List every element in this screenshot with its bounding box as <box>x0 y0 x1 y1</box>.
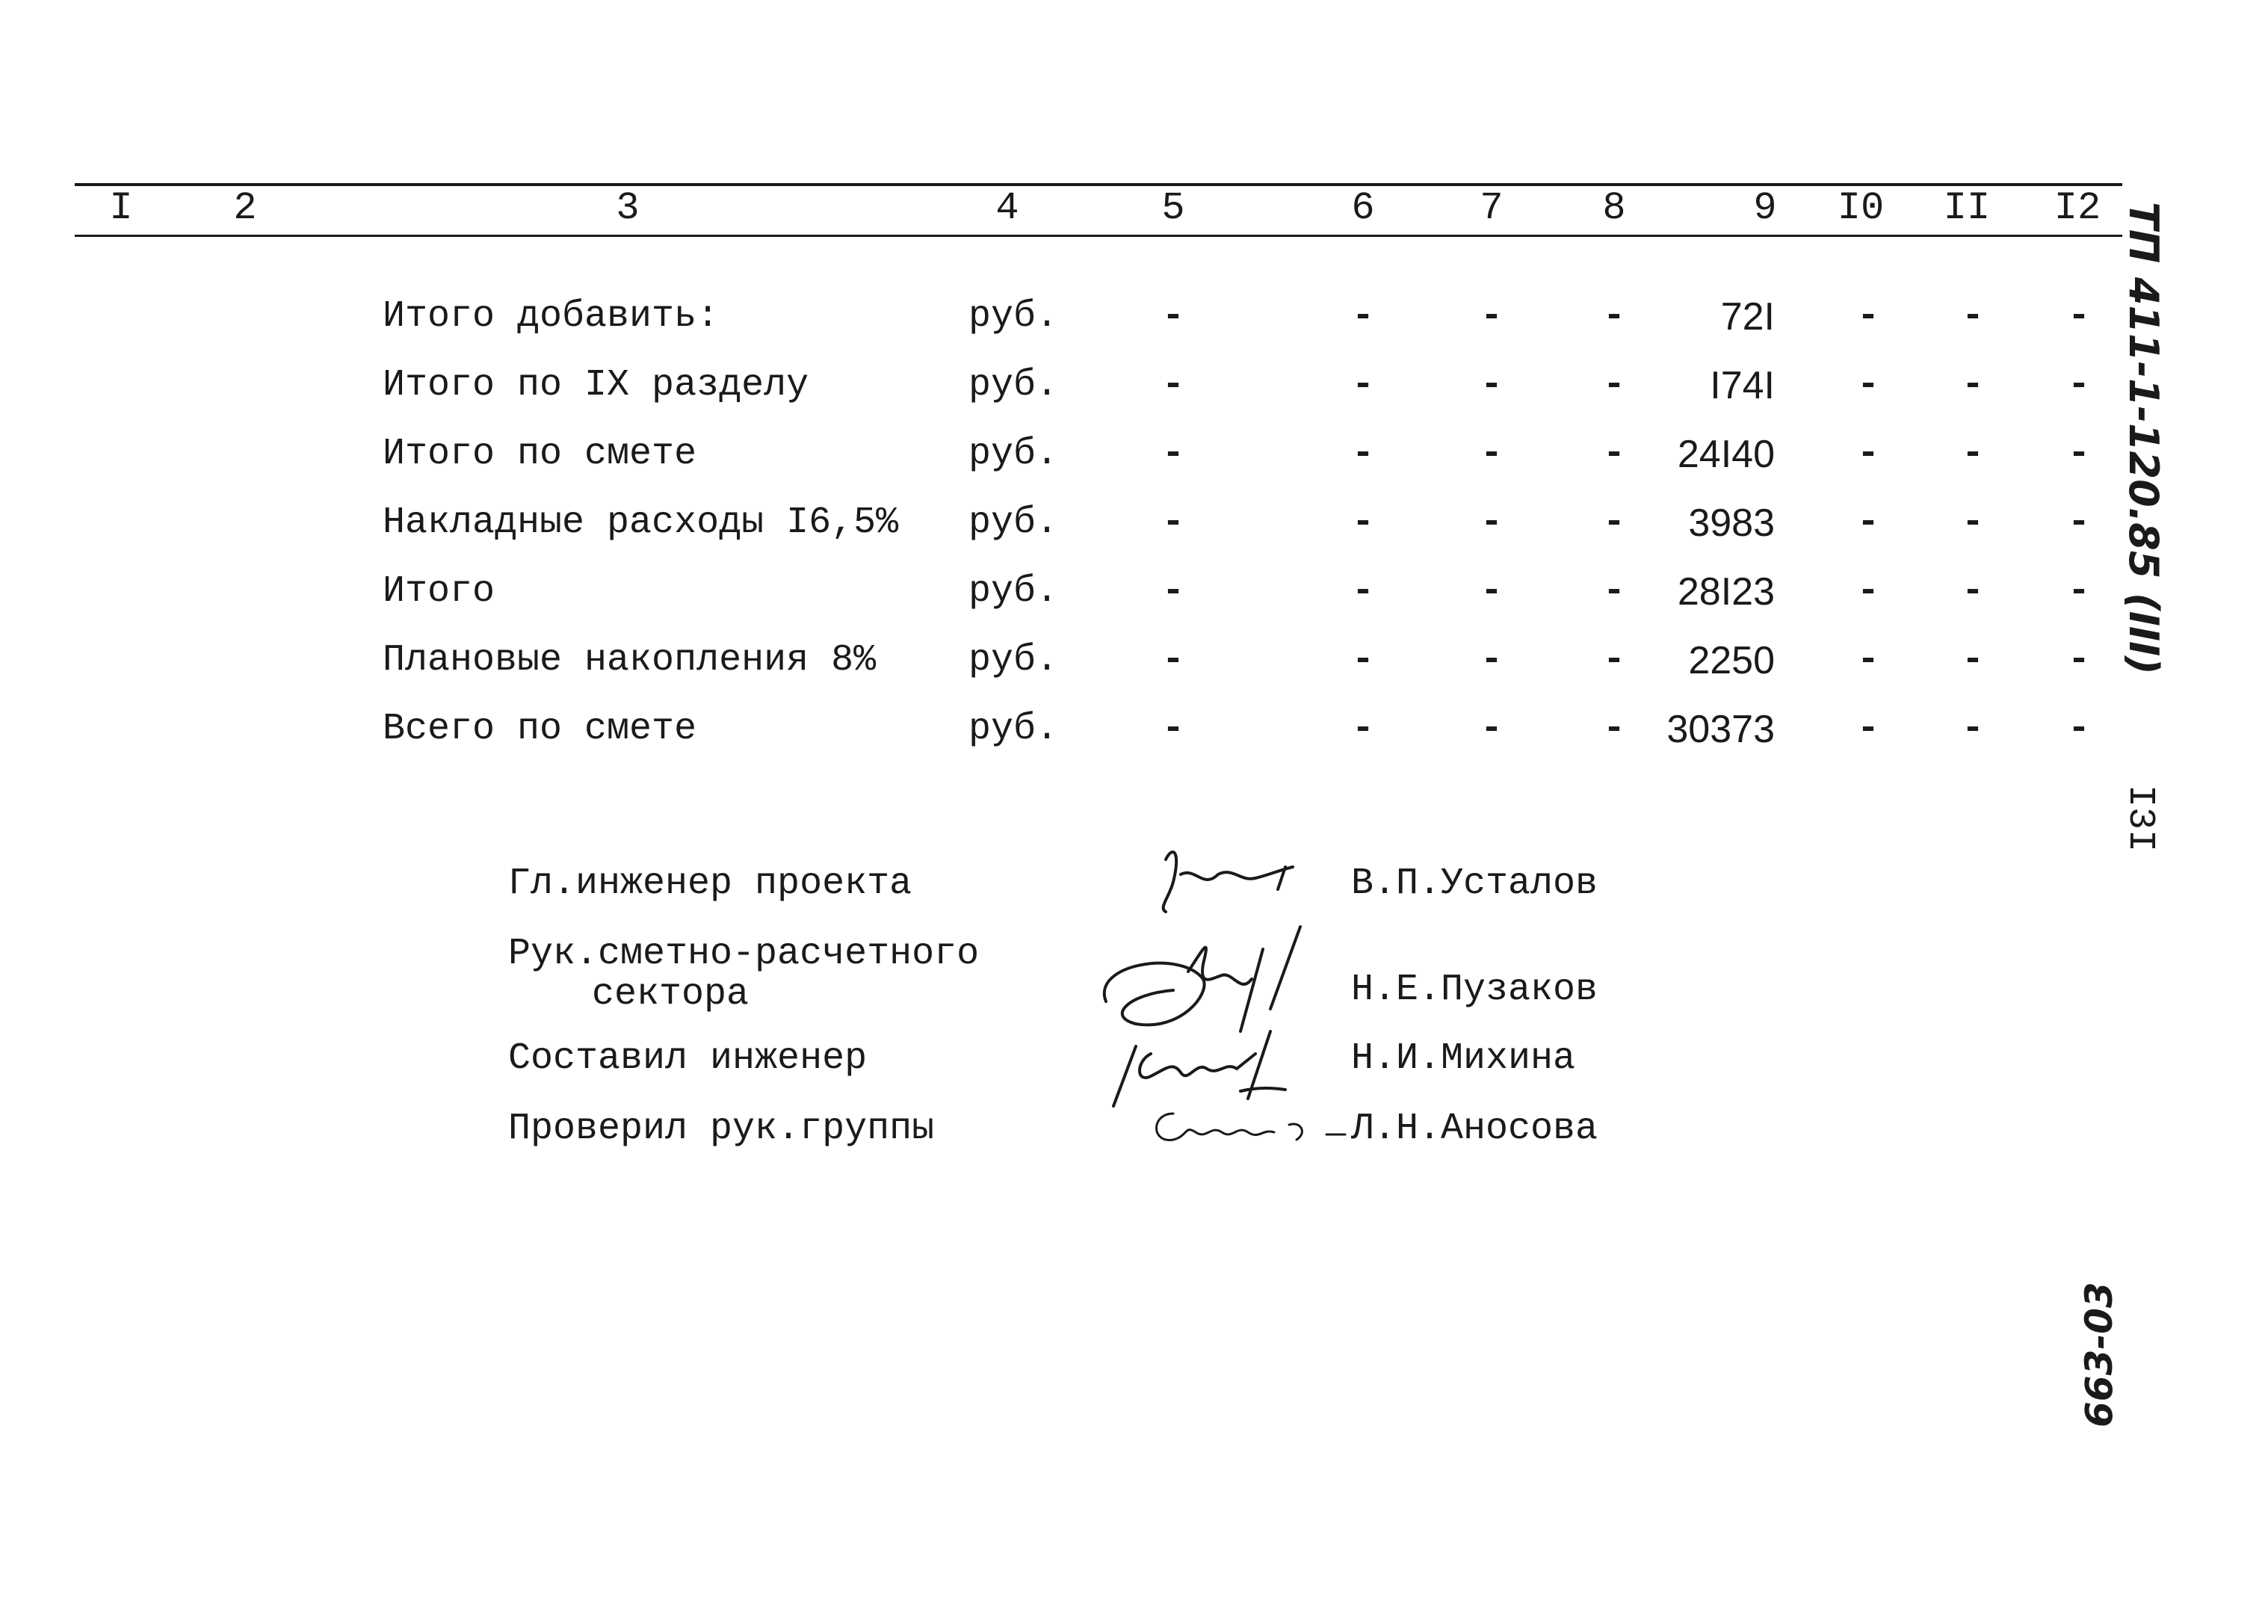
table-row <box>0 282 2268 351</box>
row-unit: руб. <box>968 364 1059 407</box>
row-label: Накладные расходы I6,5% <box>383 501 899 544</box>
row-unit: руб. <box>968 433 1059 475</box>
row-col-8: - <box>1602 639 1626 682</box>
column-header-10: I0 <box>1837 186 1885 230</box>
signature-anosova <box>1143 1099 1353 1158</box>
row-value: I74I <box>1710 364 1775 407</box>
column-header-6: 6 <box>1351 186 1375 230</box>
table-row <box>0 420 2268 489</box>
column-header-row <box>0 185 2268 235</box>
row-col-6: - <box>1351 570 1375 613</box>
row-col-12: - <box>2067 708 2091 750</box>
row-col-5: - <box>1161 501 1185 544</box>
row-col-10: - <box>1856 570 1880 613</box>
row-col-11: - <box>1961 501 1985 544</box>
row-col-8: - <box>1602 501 1626 544</box>
row-col-10: - <box>1856 501 1880 544</box>
row-value: 3983 <box>1688 501 1775 545</box>
row-col-8: - <box>1602 364 1626 407</box>
row-col-12: - <box>2067 639 2091 682</box>
signer-name: Н.Е.Пузаков <box>1351 969 1598 1011</box>
table-row <box>0 558 2268 626</box>
row-unit: руб. <box>968 639 1059 682</box>
row-col-8: - <box>1602 433 1626 475</box>
table-header-rule <box>75 235 2122 237</box>
signer-title-line2: сектора <box>592 973 750 1016</box>
row-label: Плановые накопления 8% <box>383 639 877 682</box>
row-col-12: - <box>2067 364 2091 407</box>
row-col-8: - <box>1602 570 1626 613</box>
row-col-6: - <box>1351 364 1375 407</box>
row-col-5: - <box>1161 639 1185 682</box>
row-value: 28I23 <box>1677 570 1775 614</box>
page-number: I3I <box>2119 785 2161 853</box>
row-col-11: - <box>1961 364 1985 407</box>
row-col-7: - <box>1480 639 1504 682</box>
table-row <box>0 351 2268 420</box>
table-row <box>0 626 2268 695</box>
row-col-7: - <box>1480 295 1504 338</box>
row-value: 30373 <box>1666 708 1775 751</box>
row-col-6: - <box>1351 639 1375 682</box>
row-unit: руб. <box>968 295 1059 338</box>
row-col-7: - <box>1480 433 1504 475</box>
row-col-10: - <box>1856 295 1880 338</box>
row-col-11: - <box>1961 708 1985 750</box>
row-label: Всего по смете <box>383 708 697 750</box>
column-header-9: 9 <box>1753 186 1777 230</box>
row-label: Итого <box>383 570 495 613</box>
signer-name: Н.И.Михина <box>1351 1037 1576 1080</box>
row-label: Итого добавить: <box>383 295 720 338</box>
row-col-7: - <box>1480 501 1504 544</box>
sheet-number: 663-03 <box>2077 1282 2121 1427</box>
row-col-5: - <box>1161 708 1185 750</box>
row-col-11: - <box>1961 570 1985 613</box>
table-row <box>0 489 2268 558</box>
row-unit: руб. <box>968 570 1059 613</box>
row-col-5: - <box>1161 364 1185 407</box>
column-header-1: I <box>109 186 133 230</box>
row-col-6: - <box>1351 501 1375 544</box>
signer-name: В.П.Усталов <box>1351 862 1598 905</box>
row-col-5: - <box>1161 570 1185 613</box>
row-value: 24I40 <box>1677 433 1775 476</box>
column-header-12: I2 <box>2054 186 2101 230</box>
column-header-8: 8 <box>1602 186 1626 230</box>
column-header-3: 3 <box>616 186 640 230</box>
signer-title: Проверил рук.группы <box>508 1108 935 1150</box>
row-col-12: - <box>2067 433 2091 475</box>
signer-title <box>508 934 979 1015</box>
row-col-6: - <box>1351 708 1375 750</box>
signer-title: Составил инженер <box>508 1037 868 1080</box>
row-col-11: - <box>1961 433 1985 475</box>
row-col-8: - <box>1602 708 1626 750</box>
signer-title: Гл.инженер проекта <box>508 862 912 905</box>
row-value: 72I <box>1720 295 1775 339</box>
row-col-11: - <box>1961 639 1985 682</box>
row-col-11: - <box>1961 295 1985 338</box>
row-col-5: - <box>1161 433 1185 475</box>
row-col-7: - <box>1480 708 1504 750</box>
row-unit: руб. <box>968 708 1059 750</box>
row-col-7: - <box>1480 570 1504 613</box>
row-col-10: - <box>1856 364 1880 407</box>
signer-title-line1: Рук.сметно-расчетного <box>508 933 980 975</box>
row-col-5: - <box>1161 295 1185 338</box>
column-header-2: 2 <box>233 186 257 230</box>
row-col-6: - <box>1351 295 1375 338</box>
row-col-7: - <box>1480 364 1504 407</box>
row-label: Итого по смете <box>383 433 697 475</box>
column-header-11: II <box>1943 186 1991 230</box>
column-header-7: 7 <box>1480 186 1504 230</box>
column-header-4: 4 <box>995 186 1019 230</box>
row-col-12: - <box>2067 295 2091 338</box>
row-col-6: - <box>1351 433 1375 475</box>
row-unit: руб. <box>968 501 1059 544</box>
row-col-10: - <box>1856 639 1880 682</box>
row-col-10: - <box>1856 708 1880 750</box>
row-col-12: - <box>2067 501 2091 544</box>
row-col-8: - <box>1602 295 1626 338</box>
row-col-10: - <box>1856 433 1880 475</box>
column-header-5: 5 <box>1161 186 1185 230</box>
table-row <box>0 695 2268 764</box>
signer-name: Л.Н.Аносова <box>1351 1108 1598 1150</box>
document-code: ТП 411-1-120.85 (III) <box>2120 202 2167 675</box>
signature-ustalov <box>1151 837 1315 927</box>
row-value: 2250 <box>1688 639 1775 682</box>
row-label: Итого по IX разделу <box>383 364 809 407</box>
row-col-12: - <box>2067 570 2091 613</box>
